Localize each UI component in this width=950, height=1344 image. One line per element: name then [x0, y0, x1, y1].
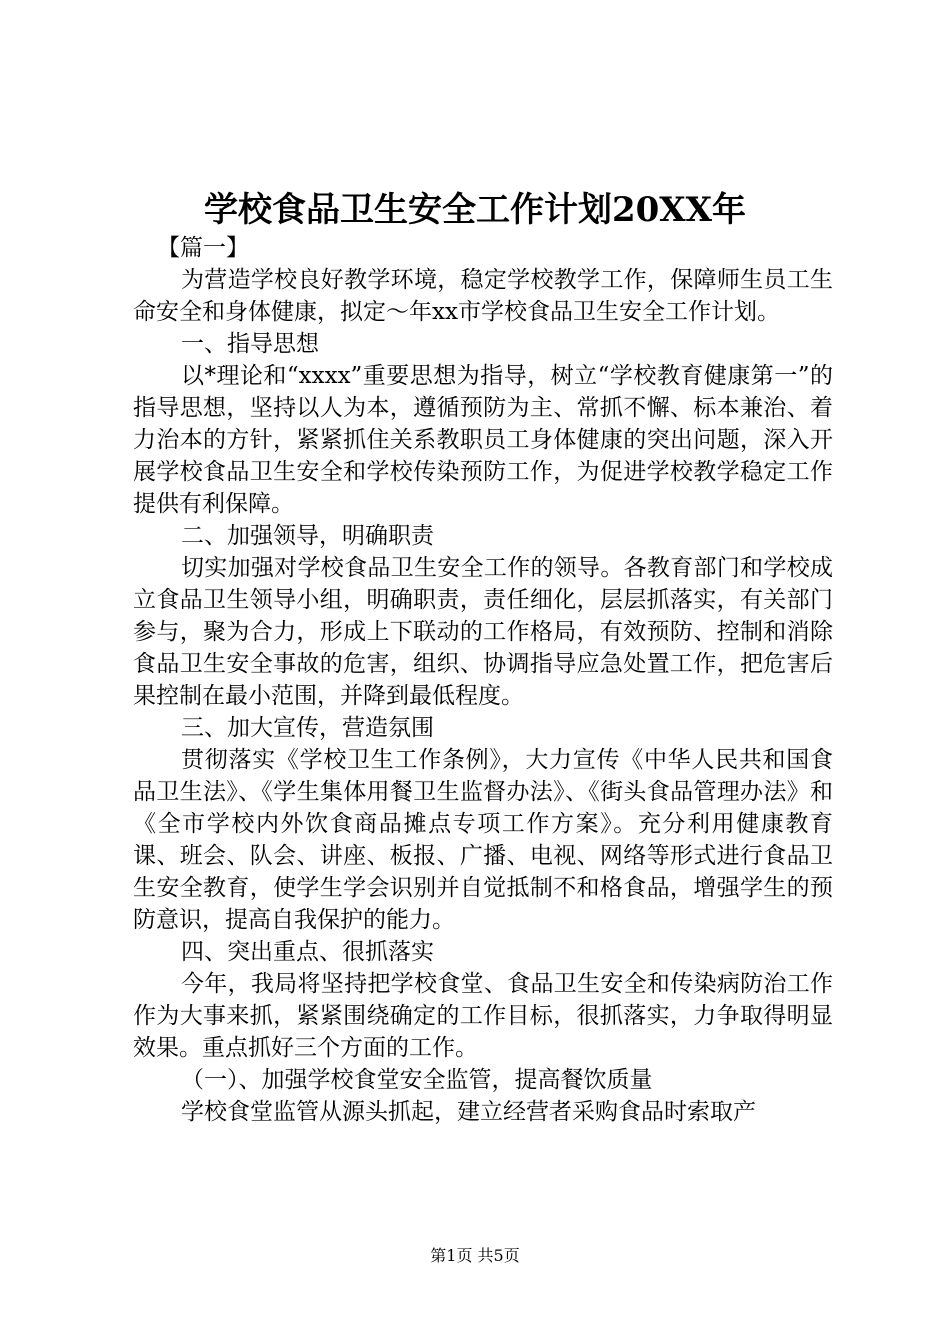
paragraph: 以*理论和“xxxx”重要思想为指导，树立“学校教育健康第一”的指导思想，坚持以人为本，遵循预防为主、常抓不懈、标本兼治、着力治本的方针，紧紧抓住关系教职员工身体健康的突出问题，深入开展学校食品卫生安全和学校传染预防工作，为促进学校教学稳定工作提供有利保障。	[133, 363, 833, 517]
section-heading: 三、加大宣传，营造氛围	[181, 715, 434, 741]
document-body	[133, 232, 833, 1128]
section-heading: 二、加强领导，明确职责	[181, 523, 434, 549]
page-footer: 第1页 共5页	[430, 1246, 520, 1265]
paragraph: 为营造学校良好教学环境，稳定学校教学工作，保障师生员工生命安全和身体健康，拟定～年xx市学校食品卫生安全工作计划。	[133, 267, 833, 325]
section-label: 【篇一】	[157, 235, 249, 261]
paragraph: 切实加强对学校食品卫生安全工作的领导。各教育部门和学校成立食品卫生领导小组，明确职责，责任细化，层层抓落实，有关部门参与，聚为合力，形成上下联动的工作格局，有效预防、控制和消除食品卫生安全事故的危害，组织、协调指导应急处置工作，把危害后果控制在最小范围，并降到最低程度。	[133, 555, 833, 709]
subsection-heading: （一）、加强学校食堂安全监管，提高餐饮质量	[181, 1067, 653, 1093]
paragraph: 学校食堂监管从源头抓起，建立经营者采购食品时索取产	[181, 1099, 756, 1125]
section-heading: 四、突出重点、很抓落实	[181, 939, 434, 965]
paragraph: 贯彻落实《学校卫生工作条例》，大力宣传《中华人民共和国食品卫生法》、《学生集体用餐卫生监督办法》、《街头食品管理办法》和《全市学校内外饮食商品摊点专项工作方案》。充分利用健康教育课、班会、队会、讲座、板报、广播、电视、网络等形式进行食品卫生安全教育，使学生学会识别并自觉抵制不和格食品，增强学生的预防意识，提高自我保护的能力。	[133, 747, 833, 933]
document-title: 学校食品卫生安全工作计划20XX年	[203, 190, 747, 230]
section-heading: 一、指导思想	[181, 331, 319, 357]
paragraph: 今年，我局将坚持把学校食堂、食品卫生安全和传染病防治工作作为大事来抓，紧紧围绕确定的工作目标，很抓落实，力争取得明显效果。重点抓好三个方面的工作。	[133, 971, 833, 1061]
